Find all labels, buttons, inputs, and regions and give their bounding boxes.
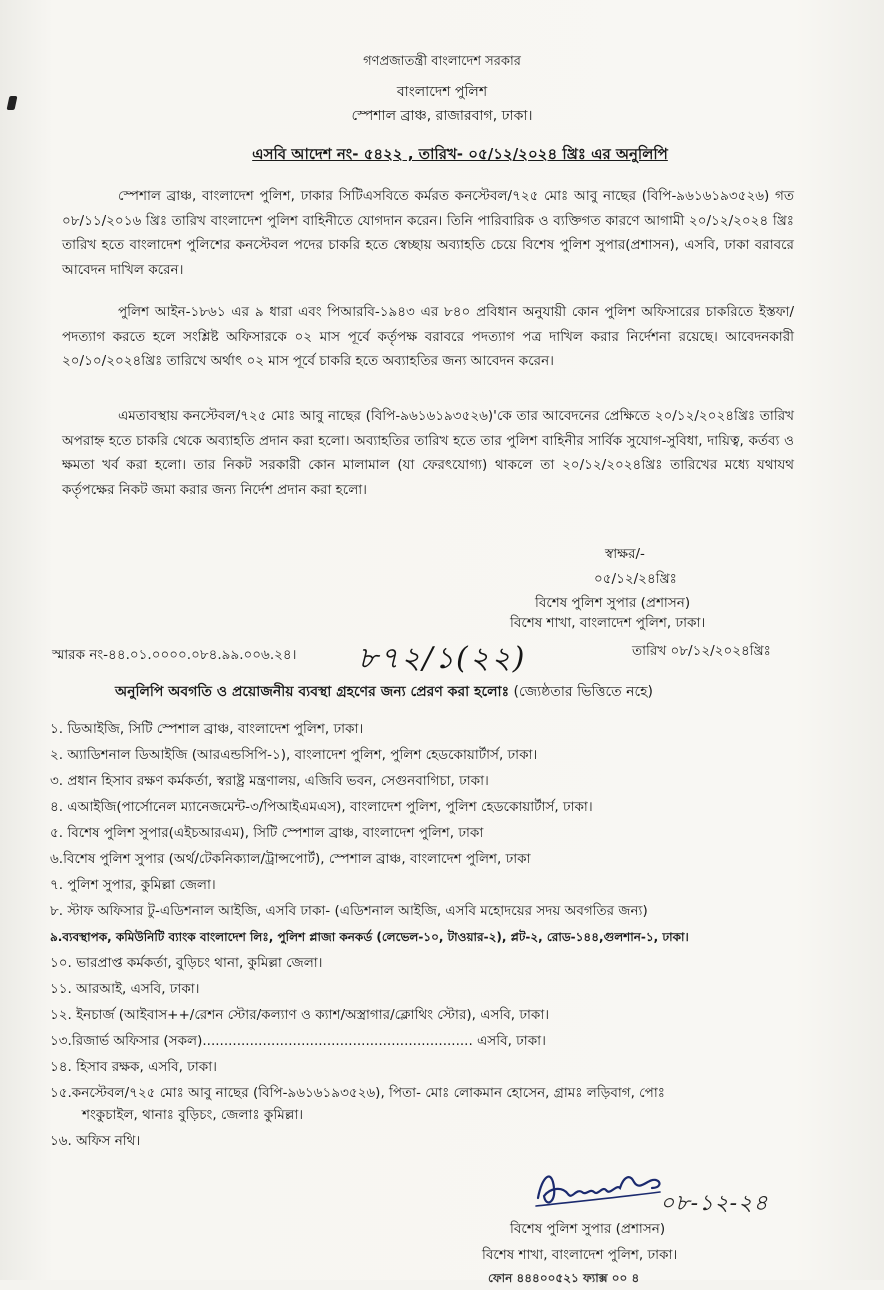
order-title-text: এসবি আদেশ নং- ৫৪২২ , তারিখ- ০৫/১২/২০২৪ খ্রিঃ এর অনুলিপি	[252, 145, 668, 163]
bottom-office: বিশেষ শাখা, বাংলাদেশ পুলিশ, ঢাকা।	[482, 1247, 678, 1263]
paragraph-2: পুলিশ আইন-১৮৬১ এর ৯ ধারা এবং পিআরবি-১৯৪৩ এর ৮৪০ প্রবিধান অনুযায়ী কোন পুলিশ অফিসারের চাকরিতে ইস্তফা/পদত্যাগ করতে হলে সংশ্লিষ্ট অফিসারকে ০২ মাস পূর্বে কর্তৃপক্ষ বরাবরে পদত্যাগ পত্র দাখিল করার নির্দেশনা রয়েছে। আবেদনকারী ২০/১০/২০২৪খ্রিঃ তারিখে অর্থাৎ ০২ মাস পূর্বে চাকরি হতে অব্যাহতির জন্য আবেদন করেন।	[62, 304, 794, 369]
signer-office: বিশেষ শাখা, বাংলাদেশ পুলিশ, ঢাকা।	[510, 615, 706, 631]
cc-item: ১১. আরআই, এসবি, ঢাকা।	[50, 981, 200, 997]
gov-name: গণপ্রজাতন্ত্রী বাংলাদেশ সরকার	[363, 54, 521, 69]
cc-item-continuation: শংকুচাইল, থানাঃ বুড়িচং, জেলাঃ কুমিল্লা।	[82, 1107, 304, 1123]
order-title	[160, 143, 760, 168]
memo-number: স্মারক নং-৪৪.০১.০০০০.০৮৪.৯৯.০০৬.২৪।	[52, 647, 297, 663]
copy-intro-bold: অনুলিপি অবগতি ও প্রয়োজনীয় ব্যবস্থা গ্রহণের জন্য প্রেরণ করা হলোঃ	[115, 684, 510, 700]
signer-designation: বিশেষ পুলিশ সুপার (প্রশাসন)	[535, 595, 691, 611]
signed-date: ০৫/১২/২৪খ্রিঃ	[594, 571, 677, 587]
cc-item: ১৩.রিজার্ভ অফিসার (সকল)............................................................... এসবি, ঢাকা।	[50, 1033, 546, 1049]
paragraph-1: স্পেশাল ব্রাঞ্চ, বাংলাদেশ পুলিশ, ঢাকার সিটিএসবিতে কর্মরত কনস্টেবল/৭২৫ মোঃ আবু নাছের (বিপি-৯৬১৬১৯৩৫২৬) গত ০৮/১১/২০১৬ খ্রিঃ তারিখ বাংলাদেশ পুলিশ বাহিনীতে যোগদান করেন। তিনি পারিবারিক ও ব্যক্তিগত কারণে আগামী ২০/১২/২০২৪ খ্রিঃ তারিখ হতে বাংলাদেশ পুলিশের কনস্টেবল পদের চাকরি হতে স্বেচ্ছায় অব্যাহতি চেয়ে বিশেষ পুলিশ সুপার(প্রশাসন), এসবি, ঢাকা বরাবরে আবেদন দাখিল করেন।	[62, 188, 794, 278]
handwritten-date: ০৮-১২-২৪	[660, 1191, 769, 1216]
org-name: বাংলাদেশ পুলিশ	[396, 84, 488, 100]
cc-item: ১৬. অফিস নথি।	[50, 1133, 141, 1149]
cc-item: ৮. স্টাফ অফিসার টু-এডিশনাল আইজি, এসবি ঢাকা- (এডিশনাল আইজি, এসবি মহোদয়ের সদয় অবগতির জন্য)	[50, 903, 648, 919]
bottom-designation: বিশেষ পুলিশ সুপার (প্রশাসন)	[510, 1221, 666, 1237]
cutoff-footer-text: ফোন ৪৪৪০০৫২১ ফ্যাক্স ০০ ৪	[488, 1271, 640, 1285]
cc-item: ১২. ইনচার্জ (আইবাস++/রেশন স্টোর/কল্যাণ ও ক্যাশ/অস্ত্রাগার/ক্লোথিং স্টোর), এসবি, ঢাকা।	[50, 1007, 550, 1023]
cc-item: ৬.বিশেষ পুলিশ সুপার (অর্থ/টেকনিক্যাল/ট্রান্সপোর্ট), স্পেশাল ব্রাঞ্চ, বাংলাদেশ পুলিশ, ঢাকা	[50, 851, 531, 867]
cc-item: ১৪. হিসাব রক্ষক, এসবি, ঢাকা।	[50, 1059, 217, 1075]
paragraph-3: এমতাবস্থায় কনস্টেবল/৭২৫ মোঃ আবু নাছের (বিপি-৯৬১৬১৯৩৫২৬)'কে তার আবেদনের প্রেক্ষিতে ২০/১২/২০২৪খ্রিঃ তারিখ অপরাহ্ন হতে চাকরি থেকে অব্যাহতি প্রদান করা হলো। অব্যাহতির তারিখ হতে তার পুলিশ বাহিনীর সার্বিক সুযোগ-সুবিধা, দায়িত্ব, কর্তব্য ও ক্ষমতা খর্ব করা হলো। তার নিকট সরকারী কোন মালামাল (যা ফেরৎযোগ্য) থাকলে তা ২০/১২/২০২৪খ্রিঃ তারিখের মধ্যে যথাযথ কর্তৃপক্ষের নিকট জমা করার জন্য নির্দেশ প্রদান করা হলো।	[62, 408, 794, 498]
memo-handwritten-number: ৮৭২/১(২২)	[358, 641, 527, 676]
cc-item: ৫. বিশেষ পুলিশ সুপার(এইচআরএম), সিটি স্পেশাল ব্রাঞ্চ, বাংলাদেশ পুলিশ, ঢাকা	[50, 825, 484, 841]
cc-item: ৯.ব্যবস্থাপক, কমিউনিটি ব্যাংক বাংলাদেশ লিঃ, পুলিশ প্লাজা কনকর্ড (লেভেল-১০, টাওয়ার-২), প্লট-২, রোড-১৪৪,গুলশান-১, ঢাকা।	[50, 930, 689, 944]
cc-item: ৩. প্রধান হিসাব রক্ষণ কর্মকর্তা, স্বরাষ্ট্র মন্ত্রণালয়, এজিবি ভবন, সেগুনবাগিচা, ঢাকা।	[50, 773, 489, 789]
copy-intro	[115, 680, 653, 704]
memo-date: তারিখ ০৮/১২/২০২৪খ্রিঃ	[632, 643, 771, 659]
copy-intro-note: (জ্যেষ্ঠতার ভিত্তিতে নহে)	[509, 684, 653, 700]
cc-item: ১০. ভারপ্রাপ্ত কর্মকর্তা, বুড়িচং থানা, কুমিল্লা জেলা।	[50, 955, 323, 971]
cc-item: ৪. এআইজি(পার্সোনেল ম্যানেজমেন্ট-৩/পিআইএমএস), বাংলাদেশ পুলিশ, পুলিশ হেডকোয়ার্টার্স, ঢাকা।	[50, 799, 593, 815]
cc-item: ৭. পুলিশ সুপার, কুমিল্লা জেলা।	[50, 877, 216, 893]
cc-item: ১৫.কনস্টেবল/৭২৫ মোঃ আবু নাছের (বিপি-৯৬১৬১৯৩৫২৬), পিতা- মোঃ লোকমান হোসেন, গ্রামঃ লড়িবাগ, পোঃ	[50, 1085, 665, 1101]
cc-item: ২. অ্যাডিশনাল ডিআইজি (আরএন্ডসিপি-১), বাংলাদেশ পুলিশ, পুলিশ হেডকোয়ার্টার্স, ঢাকা।	[50, 747, 538, 763]
branch-address: স্পেশাল ব্রাঞ্চ, রাজারবাগ, ঢাকা।	[351, 108, 533, 124]
signed-mark: স্বাক্ষর/-	[605, 546, 645, 562]
cc-item: ১. ডিআইজি, সিটি স্পেশাল ব্রাঞ্চ, বাংলাদেশ পুলিশ, ঢাকা।	[50, 721, 364, 737]
